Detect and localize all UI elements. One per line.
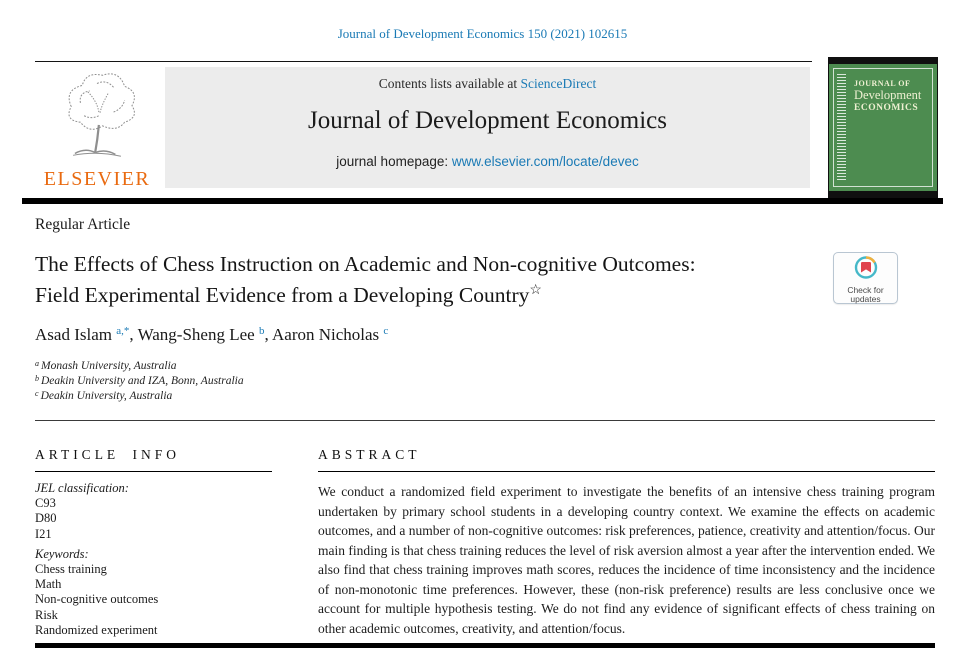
article-title-line2: Field Experimental Evidence from a Developing Country☆ xyxy=(35,283,542,307)
affiliation-row: $^c$ Deakin University, Australia xyxy=(35,389,173,402)
keyword: Chess training xyxy=(35,562,107,577)
keyword: Randomized experiment xyxy=(35,622,158,637)
article-info-heading: ARTICLE INFO xyxy=(35,447,181,462)
abstract-column xyxy=(318,447,935,638)
jel-code: C93 xyxy=(35,496,56,511)
jel-classification-label: JEL classification: xyxy=(35,481,129,495)
abstract-rule xyxy=(318,471,935,472)
contents-line xyxy=(165,76,810,92)
jel-code: D80 xyxy=(35,511,57,526)
cover-sidebar-text-icon xyxy=(837,74,846,182)
keyword: Risk xyxy=(35,607,58,622)
cover-title xyxy=(854,80,932,113)
check-updates-label: Check for updates xyxy=(847,285,884,304)
abstract-heading: ABSTRACT xyxy=(318,447,421,462)
cover-title-line2: Development xyxy=(854,87,922,102)
journal-name: Journal of Development Economics xyxy=(308,107,667,134)
article-info-column xyxy=(35,447,272,638)
article-title xyxy=(35,249,830,314)
journal-cover-thumbnail[interactable] xyxy=(828,57,938,198)
affiliation-row: $^b$ Deakin University and IZA, Bonn, Australia xyxy=(35,374,244,387)
keywords-label: Keywords: xyxy=(35,546,89,561)
cover-background xyxy=(829,64,937,191)
homepage-line xyxy=(165,154,810,169)
cover-title-line3: ECONOMICS xyxy=(854,102,919,113)
author-list xyxy=(35,325,388,345)
elsevier-logo[interactable] xyxy=(33,64,161,188)
elsevier-tree-icon xyxy=(33,64,161,167)
journal-citation-link[interactable]: Journal of Development Economics 150 (2021) 102615 xyxy=(337,26,628,41)
article-title-line1: The Effects of Chess Instruction on Academic and Non-cognitive Outcomes: xyxy=(35,252,696,276)
cover-title-line1: JOURNAL OF xyxy=(854,79,911,88)
jel-code: I21 xyxy=(35,526,52,541)
title-footnote-star-icon[interactable]: ☆ xyxy=(529,283,542,298)
affiliation-sup: c xyxy=(35,389,39,398)
author-affiliation-sup[interactable]: b xyxy=(258,325,265,337)
contents-prefix: Contents lists available at xyxy=(378,76,521,91)
homepage-prefix: journal homepage: xyxy=(336,154,452,169)
check-updates-badge[interactable] xyxy=(833,252,898,304)
sciencedirect-link[interactable]: ScienceDirect xyxy=(520,76,597,91)
author-separator: , xyxy=(129,325,138,344)
affiliation-sup: a xyxy=(35,359,39,368)
affiliation-row: $^a$ Monash University, Australia xyxy=(35,359,177,372)
keyword: Non-cognitive outcomes xyxy=(35,592,159,607)
elsevier-wordmark: ELSEVIER xyxy=(43,168,151,190)
crossmark-icon xyxy=(834,255,897,286)
journal-banner xyxy=(165,67,810,188)
author-affiliation-sup[interactable]: c xyxy=(383,325,389,337)
author-name: Aaron Nicholas xyxy=(272,325,380,344)
article-info-rule xyxy=(35,471,272,472)
affiliation-sup: b xyxy=(35,374,39,383)
masthead-top-rule xyxy=(35,61,812,62)
author-section-divider-rule xyxy=(35,420,935,421)
keyword: Math xyxy=(35,577,62,592)
abstract-text: We conduct a randomized field experiment to investigate the benefits of an intensive chess training program undertaken by primary school students in a developing country context. We examine the effects on academic outcomes, and a number of non-cognitive outcomes: risk preferences, patience, creativity and attention/focus. Our main finding is that chess training reduces the level of risk aversion almost a year after the intervention ended. We also find that chess training improves math scores, reduces the incidence of time inconsistency and the incidence of non-monotonic time preferences. However, these (non-risk preference) results are less conclusive once we account for multiple hypothesis testing. We do not find any evidence of significant effects of chess training on other academic outcomes, creativity, and attention/focus. xyxy=(318,484,935,636)
affiliation-list xyxy=(35,359,244,404)
author-name: Wang-Sheng Lee xyxy=(137,325,255,344)
author-separator: , xyxy=(264,325,272,344)
homepage-link[interactable]: www.elsevier.com/locate/devec xyxy=(451,154,639,169)
page-bottom-rule xyxy=(35,643,935,648)
header-divider-rule xyxy=(22,198,943,204)
author-affiliation-sup[interactable]: a,* xyxy=(116,325,130,337)
author-name: Asad Islam xyxy=(35,325,112,344)
article-type-label: Regular Article xyxy=(35,216,131,233)
